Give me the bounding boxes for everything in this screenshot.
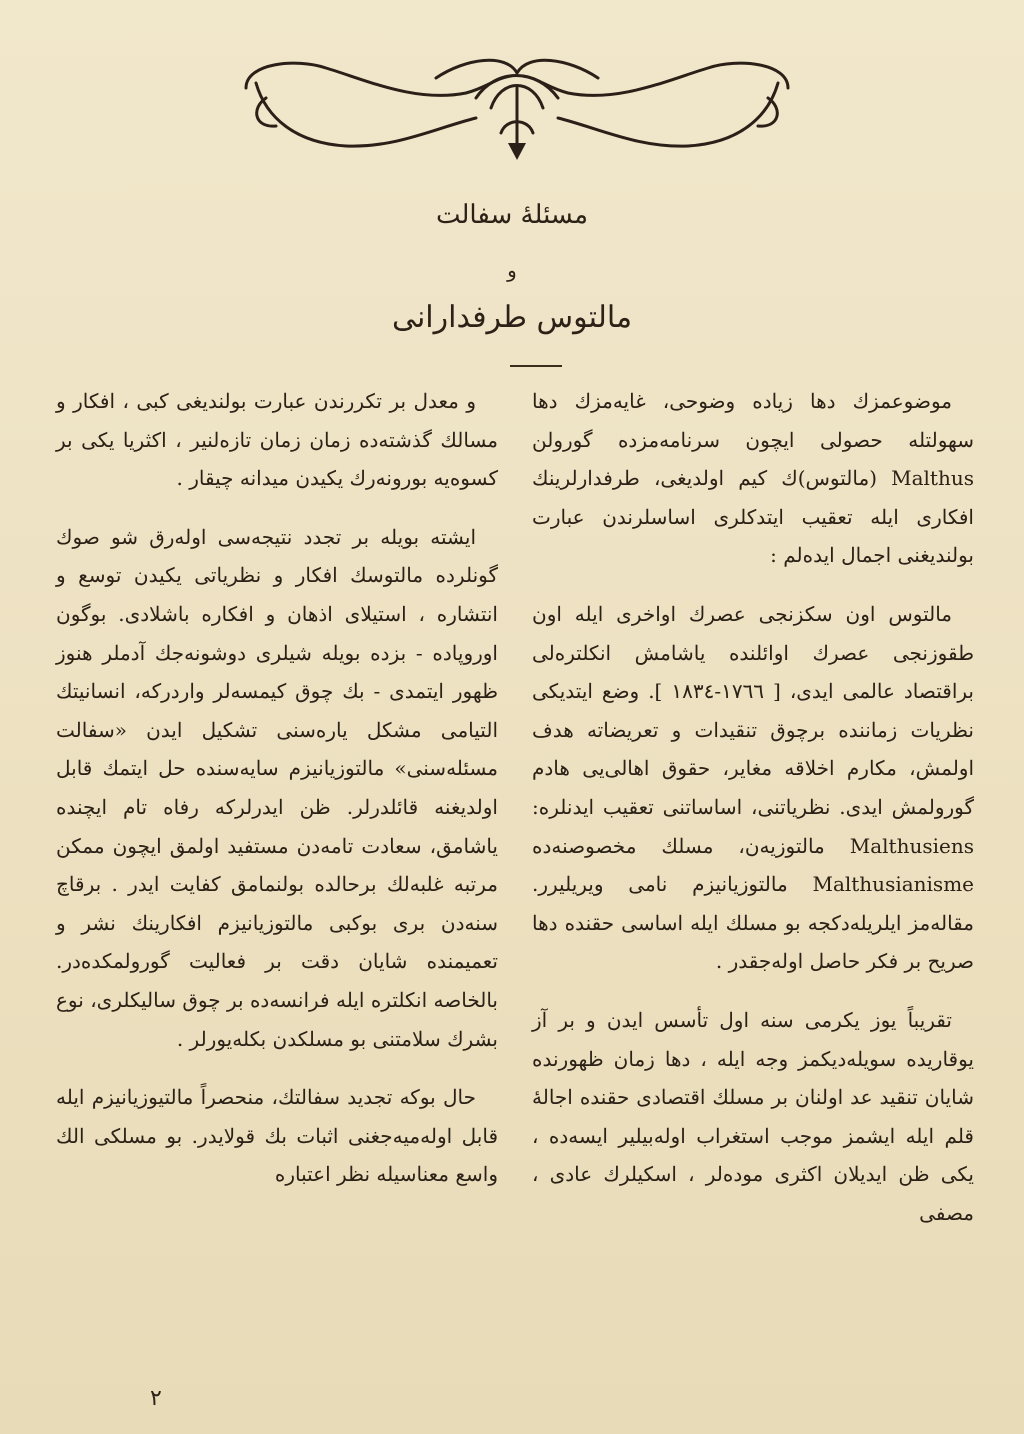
page-number: ٢ [150,1386,162,1411]
article-subtitle: مالتوس طرفدارانی [391,300,633,335]
title-conjunction: و [507,258,517,282]
text-column-left [56,382,498,1214]
paragraph: موضوعمزك دها زياده وضوحی، غايه‌مزك دها سهولتله حصولی ايچون سرنامه‌مزده گورولن Malthus (مالتوس)ك كيم اولديغی، طرفدارلرينك افكاری ايله تعقيب ايتدكلری اساسلرندن عبارت بولنديغنی اجمال ايده‌لم : [532,389,974,568]
paragraph: و معدل بر تكررندن عبارت بولنديغی كبی ، افكار و مسالك گذشته‌ده زمان زمان تازه‌لنير ، اكثريا يكی بر كسوه‌يه بورونه‌رك يكيدن ميدانه چيقار . [56,389,498,491]
text-column-right [532,382,974,1252]
article-title: مسئلهٔ سفالت [435,200,589,230]
paragraph: حال بوكه تجديد سفالتك، منحصراً مالتيوزيانيزم ايله قابل اوله‌ميه‌جغنی اثبات بك قولايدر. بو مسلكی الك واسع معناسيله نظر اعتباره [56,1085,498,1187]
paragraph: تقريباً يوز يكرمی سنه اول تأسس ايدن و بر آز يوقاريده سويله‌ديكمز وجه ايله ، دها زمان ظهورنده شايان تنقيد عد اولنان بر مسلك اقتصادی حقنده اجالهٔ قلم ايله ايشمز موجب استغراب اوله‌بيلير ايسه‌ده ، يكی ظن ايديلان اكثری موده‌لر ، اسكيلرك عادی ، مصفی [532,1007,974,1225]
title-divider [510,365,562,367]
paragraph: مالتوس اون سكزنجی عصرك اواخری ايله اون طقوزنجی عصرك اوائلنده ياشامش انكلتره‌لی براقتصاد عالمی ايدی، [ ١٧٦٦-١٨٣٤ ]. وضع ايتديكی نظريات زماننده برچوق تنقيدات و تعريضاته هدف اولمش، مكارم اخلاقه مغاير، حقوق اهالی‌يی هادم گورولمش ايدی. نظرياتنی، اساساتنی تعقيب ايدنلره: Malthusiens مالتوزيه‌ن، مسلك مخصوصنه‌ده Malthusianisme مالتوزيانيزم نامی ويريليرر. مقاله‌مز ايلريله‌دكجه بو مسلك ايله اساسی حقنده دها صريح بر فكر حاصل اوله‌جقدر . [532,601,974,974]
decorative-ornament-icon [236,48,798,168]
paragraph: ايشته بويله بر تجدد نتيجه‌سی اوله‌رق شو صوك گونلرده مالتوسك افكار و نظرياتی يكيدن توسع و انتشاره ، استيلای اذهان و افكاره باشلادی. بوگون اوروپاده - بزده بويله شيلری دوشونه‌جك آدملر هنوز ظهور ايتمدی - بك چوق كيمسه‌لر واردركه، انسانيتك التيامی مشكل ياره‌سنی تشكيل ايدن «سفالت مسئله‌سنی» مالتوزيانيزم سايه‌سنده حل ايتمك قابل اولديغنه قائلدرلر. ظن ايدرلركه رفاه تام ايچنده ياشامق، سعادت تامه‌دن مستفيد اولمق ايچون ممكن مرتبه غلبه‌لك برحالده بولنمامق كفايت ايدر . برقاچ سنه‌دن بری بوكبی مالتوزيانيزم افكارينك نشر و تعميمنده شايان دقت بر فعاليت گورولمكده‌در. بالخاصه انكلتره ايله فرانسه‌ده بر چوق ساليكلری، نوع بشرك سلامتنی بو مسلكدن بكله‌يورلر . [56,524,498,1051]
